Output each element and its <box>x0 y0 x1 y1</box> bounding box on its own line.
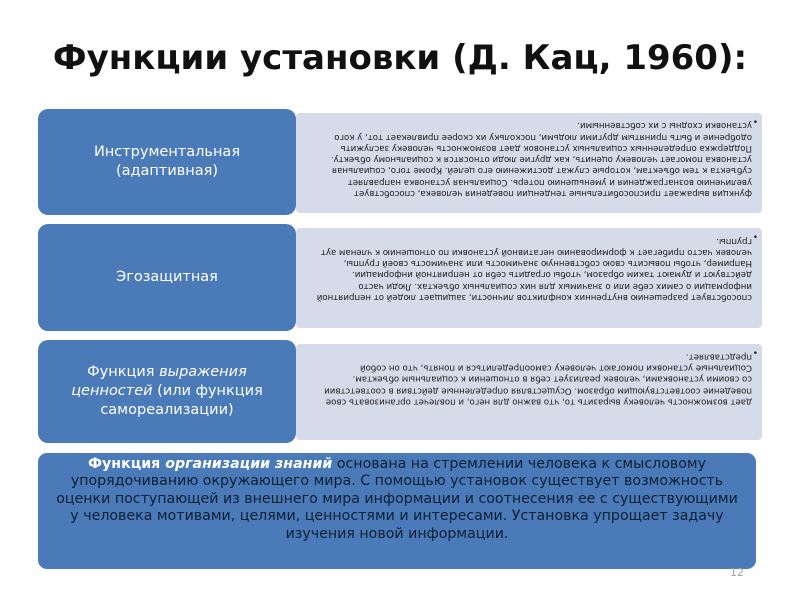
description-text: способствует разрешению внутренних конфликтов личности, защищает людей от неприятной информации о самих себе или о значимых для них социальных объектах. Люди часто действуют и думают таким образом, чтобы оградить себя от неприятной информации. Например, чтобы повысить свою собственную значимость или значимость своей группы, человек часто прибегает к формированию негативной установки по отношению к членам аут группы. <box>316 235 752 302</box>
function-row-instrumental <box>38 109 762 215</box>
box-lead: Функция <box>87 456 166 472</box>
function-description <box>296 344 762 440</box>
box-emphasis: организации знаний <box>165 456 333 472</box>
page-number: 12 <box>730 566 744 579</box>
description-text: дает возможность человеку выразить то, что важно для него, и повлечет организовать свое поведение соответствующим образом. Осуществляя определенные действия в соответствии со своими установками, человек реализует себя в отношении к социальным объектам. Социальные установки помогают человеку самоопределиться и понять, что он собой представляет. <box>324 351 752 407</box>
label-text: Эгозащитная <box>116 269 218 285</box>
function-row-egodefensive <box>38 224 762 331</box>
function-label <box>38 224 296 331</box>
bullet-icon: • <box>752 233 758 243</box>
label-text: Инструментальная (адаптивная) <box>93 144 241 179</box>
label-text: Функция выражения ценностей (или функция самореализации) <box>71 364 263 418</box>
bullet-icon: • <box>752 349 758 359</box>
box-text: основана на стремлении человека к смысловому упорядочиванию окружающего мира. С помощью установок существует возможность оценки поступающей из внешнего мира информации и соотнесения ее с существующими у человека мотивами, целями, ценностями и интересами. Установка упрощает задачу изучения новой информации. <box>56 456 738 542</box>
function-label <box>38 340 296 443</box>
knowledge-function-box <box>38 453 756 569</box>
function-row-value-expression <box>38 340 762 443</box>
description-text: функция выражает приспособительные тенденции поведения человека, способствует увеличению вознаграждения и уменьшению потерь. Социальная установка направляет субъекта к тем объектам, которые служат достижению его целей. Кроме того, социальная установка помогает человеку оценить, как другие люди относятся к социальному объекту. Поддержка определенных социальных установок дает возможность человеку заслужить одобрение и быть принятым другими людьми, поскольку их скорее привлекает тот, у кого установки сходны с их собственными. <box>330 120 752 199</box>
function-label <box>38 109 296 215</box>
slide-title: Функции установки (Д. Кац, 1960): <box>52 38 748 78</box>
function-description <box>296 113 762 213</box>
bullet-icon: • <box>752 118 758 128</box>
function-description <box>296 228 762 328</box>
